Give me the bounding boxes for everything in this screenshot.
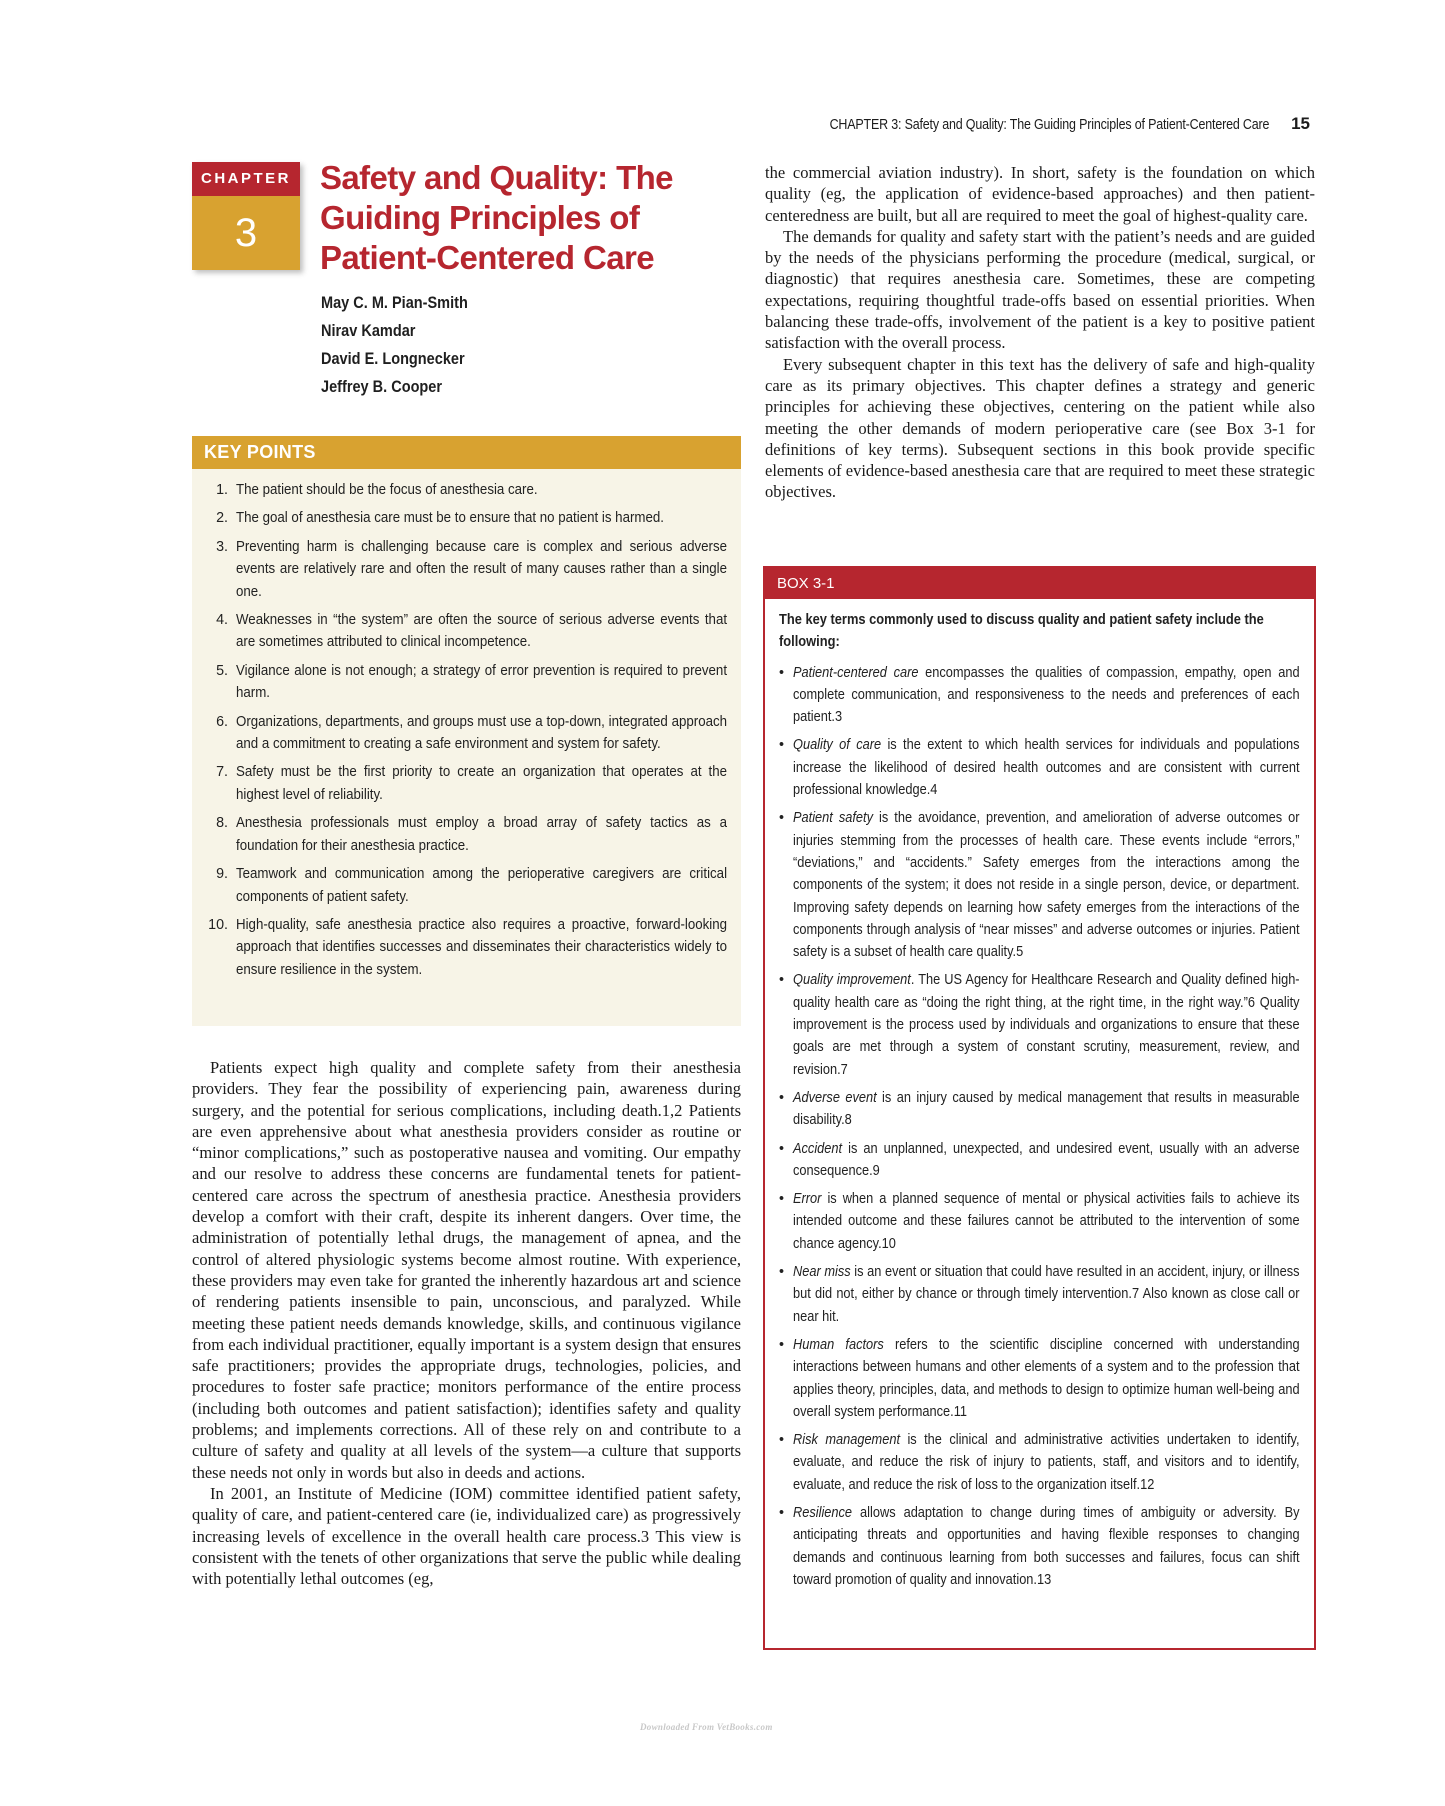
key-point-text: Weaknesses in “the system” are often the source of serious adverse events that are sometimes attributed to clinical incompetence. xyxy=(236,612,728,651)
key-point-item xyxy=(200,660,729,705)
bullet-icon: • xyxy=(779,664,785,681)
definition-text xyxy=(793,807,1300,963)
definition-item xyxy=(779,1087,1300,1132)
bullet-icon: • xyxy=(779,1089,785,1106)
definition-text xyxy=(793,1087,1300,1132)
bullet-icon: • xyxy=(779,1264,785,1281)
chapter-title: Safety and Quality: The Guiding Principles of Patient-Centered Care xyxy=(320,159,673,276)
author-list xyxy=(321,289,488,401)
definition-item xyxy=(779,662,1300,729)
definition-item xyxy=(779,734,1300,801)
author: Nirav Kamdar xyxy=(321,322,416,340)
body-text-right-column xyxy=(765,162,1315,503)
definition-description: is an injury caused by medical management that results in measurable disability.8 xyxy=(793,1089,1300,1129)
key-point-number: 1. xyxy=(216,482,228,498)
definition-item xyxy=(779,1334,1300,1423)
running-header xyxy=(780,114,1310,134)
definition-description: refers to the scientific discipline concerned with understanding interactions between humans and other elements of a system and to the profession that applies theory, principles, data, and methods to design to optimize human well-being and overall system performance.11 xyxy=(793,1336,1300,1420)
key-point-text: Organizations, departments, and groups must use a top-down, integrated approach and a commitment to creating a safe environment and system for safety. xyxy=(236,713,728,753)
key-points-list xyxy=(192,469,741,981)
definition-term: Quality of care xyxy=(793,737,882,754)
definition-item xyxy=(779,1502,1300,1591)
key-point-text: Safety must be the first priority to create an organization that operates at the highest level of reliability. xyxy=(236,764,728,803)
key-points-box xyxy=(192,436,741,1026)
bullet-icon: • xyxy=(779,1504,785,1521)
chapter-number: 3 xyxy=(192,196,300,270)
definition-description: is the extent to which health services for individuals and populations increase the likelihood of desired health outcomes and are consistent with current professional knowledge.4 xyxy=(793,737,1300,799)
author: Jeffrey B. Cooper xyxy=(321,378,443,396)
definition-text xyxy=(793,734,1300,801)
definition-description: . The US Agency for Healthcare Research and Quality defined high-quality health care as “doing the right thing, at the right time, in the right way.”6 Quality improvement is the process used by individuals and organizations to ensure that these goals are met through a system of constant scrutiny, measurement, review, and revision.7 xyxy=(793,972,1300,1078)
body-paragraph: the commercial aviation industry). In short, safety is the foundation on which quality (eg, the application of evidence-based approaches) and then patient-centeredness are built, but all are required to meet the goal of highest-quality care. xyxy=(765,163,1315,225)
key-point-item xyxy=(200,914,729,981)
definition-term: Patient safety xyxy=(793,810,874,827)
key-point-number: 2. xyxy=(216,510,228,527)
key-point-item xyxy=(200,812,729,857)
definitions-list xyxy=(779,662,1300,1592)
definition-term: Quality improvement xyxy=(793,972,911,989)
definition-text xyxy=(793,1261,1300,1328)
definition-description: is the clinical and administrative activities undertaken to identify, evaluate, and reduce the risk of injury to patients, staff, and visitors and to identify, evaluate, and reduce the risk of loss to the organization itself.12 xyxy=(793,1432,1300,1493)
definition-text xyxy=(793,969,1300,1080)
running-header-title: CHAPTER 3: Safety and Quality: The Guiding Principles of Patient-Centered Care xyxy=(829,117,1270,133)
author: David E. Longnecker xyxy=(321,350,465,368)
key-point-item xyxy=(200,711,729,756)
key-point-number: 4. xyxy=(216,612,228,629)
definition-description: is the avoidance, prevention, and amelioration of adverse outcomes or injuries stemming from the processes of health care. These events include “errors,” “deviations,” and “accidents.” Safety emerges from the interactions among the components of the system; it does not reside in a single person, device, or department. Improving safety depends on learning how safety emerges from the interactions of the components through analysis of “near misses” and adverse outcomes or injuries. Patient safety is a subset of health care quality.5 xyxy=(793,810,1300,961)
bullet-icon: • xyxy=(779,1432,785,1449)
definition-text xyxy=(793,1188,1300,1255)
definition-description: is an unplanned, unexpected, and undesired event, usually with an adverse consequence.9 xyxy=(793,1140,1300,1179)
definition-item xyxy=(779,807,1300,963)
bullet-icon: • xyxy=(779,737,785,754)
definition-term: Accident xyxy=(793,1140,843,1157)
bullet-icon: • xyxy=(779,1191,785,1208)
bullet-icon: • xyxy=(779,972,785,989)
key-point-number: 10. xyxy=(208,916,228,933)
page-number: 15 xyxy=(1291,114,1310,133)
key-point-text: The patient should be the focus of anesthesia care. xyxy=(236,482,538,498)
body-paragraph: Every subsequent chapter in this text has the delivery of safe and high-quality care as its primary objectives. This chapter defines a strategy and generic principles for achieving these objectives, centering on the patient while also meeting the other demands of modern perioperative care (see Box 3-1 for definitions of key terms). Subsequent sections in this book provide specific elements of evidence-based anesthesia care that are required to meet these strategic objectives. xyxy=(765,354,1315,502)
key-point-number: 6. xyxy=(216,713,228,730)
key-point-number: 7. xyxy=(216,764,228,781)
definitions-box xyxy=(763,566,1316,1650)
key-point-text: High-quality, safe anesthesia practice also requires a proactive, forward-looking approach that identifies successes and disseminates their characteristics widely to ensure resilience in the system. xyxy=(236,916,728,978)
definition-text xyxy=(793,1502,1300,1591)
chapter-badge xyxy=(192,162,300,270)
key-point-number: 9. xyxy=(216,866,228,883)
key-point-number: 5. xyxy=(216,662,228,679)
definition-description: is an event or situation that could have resulted in an accident, injury, or illness but did not, either by chance or through timely intervention.7 Also known as close call or near hit. xyxy=(793,1264,1300,1325)
definition-item xyxy=(779,1138,1300,1183)
bullet-icon: • xyxy=(779,1336,785,1353)
key-point-item xyxy=(200,609,729,654)
key-point-text: The goal of anesthesia care must be to ensure that no patient is harmed. xyxy=(236,510,664,527)
definition-item xyxy=(779,1261,1300,1328)
body-paragraph: In 2001, an Institute of Medicine (IOM) committee identified patient safety, quality of care, and patient-centered care (ie, individualized care) as progressively increasing levels of excellence in the overall health care process.3 This view is consistent with the tenets of other organizations that serve the public while dealing with potentially lethal outcomes (eg, xyxy=(192,1483,741,1589)
definition-term: Patient-centered care xyxy=(793,664,919,681)
key-point-text: Teamwork and communication among the perioperative caregivers are critical components of patient safety. xyxy=(236,866,728,905)
definition-item xyxy=(779,969,1300,1080)
body-paragraph: The demands for quality and safety start with the patient’s needs and are guided by the needs of the physicians performing the procedure (medical, surgical, or diagnostic) that requires anesthesia care. Sometimes, these are competing expectations, requiring thoughtful trade-offs based on essential priorities. When balancing these trade-offs, involvement of the patient is a key to positive patient satisfaction with the overall process. xyxy=(765,226,1315,353)
key-points-heading: KEY POINTS xyxy=(192,436,741,469)
chapter-label: CHAPTER xyxy=(192,162,300,196)
key-point-item xyxy=(200,863,729,908)
bullet-icon: • xyxy=(779,810,785,827)
key-point-number: 8. xyxy=(216,815,228,832)
definition-text xyxy=(793,662,1300,729)
body-text-left-column xyxy=(192,1057,741,1589)
definition-term: Human factors xyxy=(793,1336,884,1353)
key-point-item xyxy=(200,507,729,529)
key-point-item xyxy=(200,536,729,603)
key-point-item xyxy=(200,479,729,501)
key-point-text: Vigilance alone is not enough; a strategy of error prevention is required to prevent harm. xyxy=(236,662,728,702)
body-paragraph: Patients expect high quality and complete safety from their anesthesia providers. They fear the possibility of experiencing pain, awareness during surgery, and the potential for serious complications, including death.1,2 Patients are even apprehensive about what anesthesia providers consider as routine or “minor complications,” such as postoperative nausea and vomiting. Our empathy and our resolve to address these concerns are fundamental tenets for patient-centered care across the spectrum of anesthesia practice. Anesthesia providers develop a comfort with their craft, despite its inherent dangers. Over time, the administration of potentially lethal drugs, the management of apnea, and the control of altered physiologic systems become almost routine. With experience, these providers may even take for granted the inherently hazardous art and science of rendering patients insensible to pain, unconscious, and paralyzed. While meeting these patient needs demands knowledge, skills, and continuous vigilance from each individual practitioner, equally important is a system design that ensures safe practitioners; provides the appropriate drugs, technologies, policies, and procedures to foster safe practice; monitors performance of the entire process (including both outcomes and patient satisfaction); identifies safety and quality problems; and implements corrections. All of these rely on and contribute to a culture of safety and quality at all levels of the system—a culture that supports these needs not only in words but also in deeds and actions. xyxy=(192,1058,741,1482)
definition-text xyxy=(793,1138,1300,1183)
bullet-icon: • xyxy=(779,1140,785,1157)
box-intro: The key terms commonly used to discuss quality and patient safety include the following: xyxy=(779,612,1264,651)
key-point-number: 3. xyxy=(216,538,228,555)
definition-text xyxy=(793,1334,1300,1423)
definition-description: is when a planned sequence of mental or physical activities fails to achieve its intended outcome and these failures cannot be attributed to the intervention of some chance agency.10 xyxy=(793,1191,1300,1252)
definition-term: Resilience xyxy=(793,1504,853,1521)
footer-watermark: Downloaded From VetBooks.com xyxy=(640,1722,773,1732)
definition-item xyxy=(779,1188,1300,1255)
author: May C. M. Pian-Smith xyxy=(321,294,468,312)
definition-term: Error xyxy=(793,1191,822,1208)
definition-term: Risk management xyxy=(793,1432,901,1449)
definition-description: allows adaptation to change during times of ambiguity or adversity. By anticipating threats and opportunities and having flexible responses to changing demands and continuous learning from both successes and failures, focus can shift toward promotion of quality and innovation.13 xyxy=(793,1504,1300,1588)
definition-item xyxy=(779,1429,1300,1496)
definition-description: encompasses the qualities of compassion, empathy, open and complete communication, and responsiveness to the needs and preferences of each patient.3 xyxy=(793,664,1300,726)
key-point-text: Anesthesia professionals must employ a broad array of safety tactics as a foundation for their anesthesia practice. xyxy=(236,815,728,854)
box-label: BOX 3-1 xyxy=(765,568,1314,599)
definition-term: Adverse event xyxy=(793,1089,877,1106)
definition-text xyxy=(793,1429,1300,1496)
definition-term: Near miss xyxy=(793,1264,851,1281)
key-point-text: Preventing harm is challenging because care is complex and serious adverse events are relatively rare and often the result of many causes rather than a single one. xyxy=(236,538,728,600)
key-point-item xyxy=(200,761,729,806)
